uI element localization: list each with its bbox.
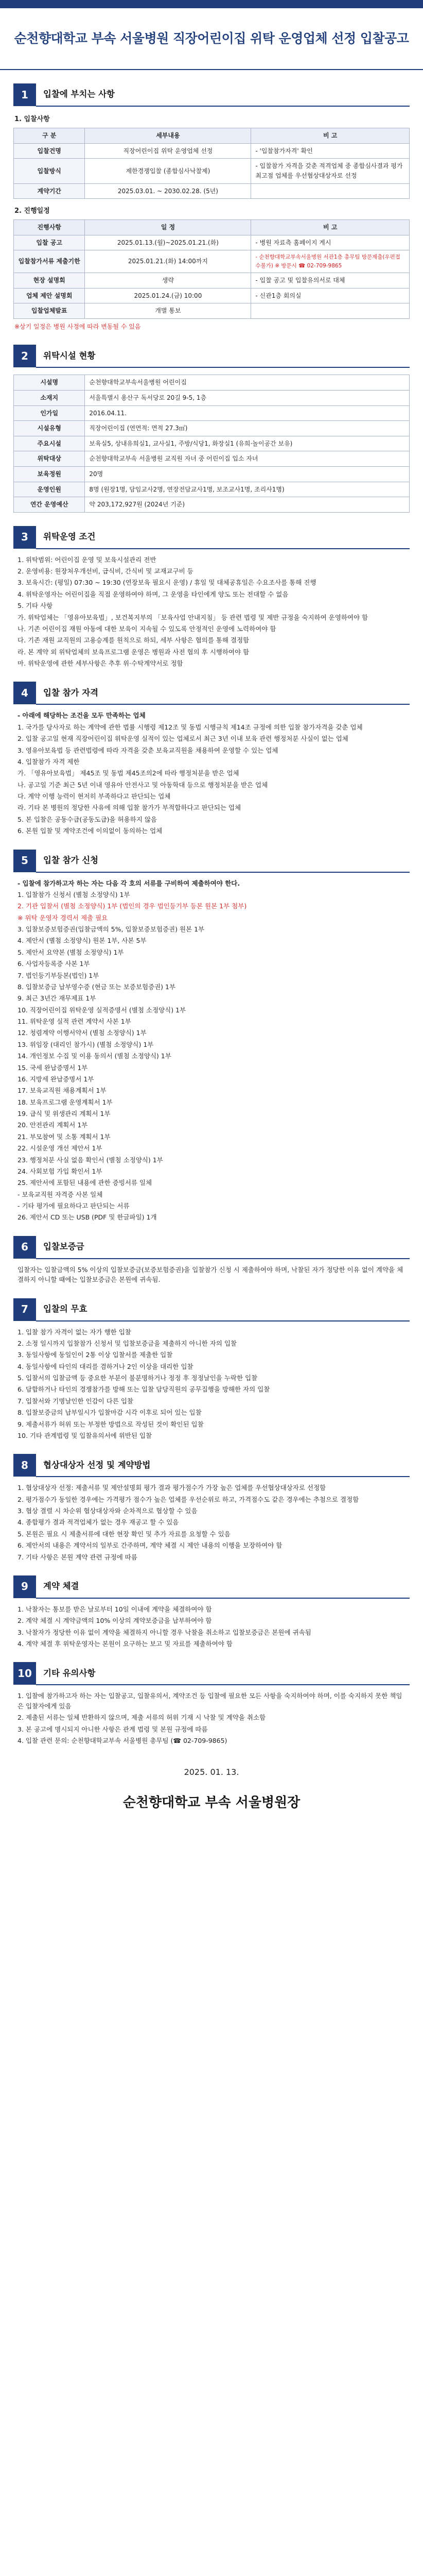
list-item: 3. 보육시간: (평일) 07:30 ~ 19:30 (연장보육 필요시 운영) / 휴일 및 대체공휴일은 수요조사를 통해 진행: [17, 579, 316, 587]
table-cell: - 입찰참가 자격을 갖춘 적격업체 중 종합심사결과 평가 최고점 업체를 우선협상대상자로 선정: [251, 159, 410, 183]
list-item: 20. 안전관리 계획서 1부: [17, 1121, 88, 1129]
table-cell: 입찰건명: [14, 143, 85, 159]
list-item: 4. 종합평가 결과 적격업체가 없는 경우 재공고 할 수 있음: [17, 1518, 179, 1527]
list-item: 나. 공고일 기준 최근 5년 이내 영유아 안전사고 및 아동학대 등으로 행정처분을 받은 업체: [17, 781, 268, 789]
table-cell: 현장 설명회: [14, 273, 85, 288]
table-row: [14, 159, 410, 183]
section-title: 입찰 참가 신청: [36, 849, 410, 873]
list-item: 3. 입찰보증보험증권(입찰금액의 5%, 입찰보증보험증권) 원본 1부: [17, 925, 205, 934]
list-item: 7. 기타 사항은 본원 계약 관련 규정에 따름: [17, 1553, 137, 1561]
list-item: 1. 낙찰자는 통보를 받은 날로부터 10일 이내에 계약을 체결하여야 함: [17, 1605, 212, 1613]
section-number: 6: [13, 1236, 36, 1259]
list-item: 18. 보육프로그램 운영계획서 1부: [17, 1098, 113, 1106]
section-10-header: [13, 1661, 410, 1686]
list-item: 1. 입찰참가 신청서 (별첨 소정양식) 1부: [17, 890, 130, 899]
list-item: 5. 본 입찰은 공동수급(공동도급)을 허용하지 않음: [17, 815, 157, 823]
list-item: 3. 낙찰자가 정당한 이유 없이 계약을 체결하지 아니할 경우 낙찰을 취소하고 입찰보증금은 본원에 귀속됨: [17, 1628, 311, 1636]
schedule-note: ※상기 일정은 병원 사정에 따라 변동될 수 있음: [14, 323, 141, 330]
table-cell: - 병원 자료측 홈페이지 게시: [251, 235, 410, 250]
list-item: 가. 「영유아보육법」 제45조 및 동법 제45조의2에 따라 행정처분을 받은 업체: [17, 769, 239, 777]
list-item: 5. 기타 사항: [17, 602, 53, 610]
section-4: [0, 681, 423, 836]
list-item: 1. 입찰에 참가하고자 하는 자는 입찰공고, 입찰유의서, 계약조건 등 입찰에 필요한 모든 사항을 숙지하여야 하며, 이를 숙지하지 못한 책임은 입찰자에게 있음: [17, 1692, 402, 1710]
table-row: [14, 482, 410, 497]
section-number: 4: [13, 682, 36, 704]
list-item: 2. 평가점수가 동일한 경우에는 가격평가 점수가 높은 업체를 우선순위로 하고, 가격점수도 같은 경우에는 추첨으로 결정함: [17, 1495, 359, 1503]
table-row: [14, 273, 410, 288]
table-row: [14, 143, 410, 159]
list-item: 2. 제출된 서류는 일체 반환하지 않으며, 제출 서류의 허위 기재 시 낙찰 및 계약을 취소함: [17, 1714, 266, 1722]
section-9-header: [13, 1574, 410, 1599]
table-cell: 입찰참가서류 제출기한: [14, 250, 85, 273]
section-7-header: [13, 1297, 410, 1322]
list-item: 17. 보육교직원 채용계획서 1부: [17, 1087, 107, 1095]
table-cell: 8명 (원장1명, 담임교사2명, 연장전담교사1명, 보조교사1명, 조리사1명): [85, 482, 410, 497]
list-item: 다. 기존 재원 교직원의 고용승계를 원칙으로 하되, 세부 사항은 협의를 통해 결정함: [17, 636, 250, 645]
list-item: - 기타 평가에 필요하다고 판단되는 서류: [17, 1202, 130, 1210]
table-row: [14, 250, 410, 273]
list-item: 16. 지방세 완납증명서 1부: [17, 1075, 94, 1083]
table-cell: 2025.01.21.(화) 14:00까지: [85, 250, 251, 273]
list-item: 3. 동일사항에 동일인이 2통 이상 입찰서를 제출한 입찰: [17, 1351, 173, 1359]
deposit-text: [13, 1265, 410, 1285]
list-item: 7. 법인등기부등본(법인) 1부: [17, 971, 99, 979]
paragraph: 입찰자는 입찰금액의 5% 이상의 입찰보증금(보증보험증권)을 입찰참가 신청 시 제출하여야 하며, 낙찰된 자가 정당한 이유 없이 계약을 체결하지 아니할 때에는 입찰보증금은 본원에 귀속됨.: [17, 1265, 403, 1284]
list-item: 마. 위탁운영에 관한 세부사항은 추후 위·수탁계약서로 정함: [17, 659, 183, 668]
table-row: [14, 497, 410, 513]
section-8-header: [13, 1453, 410, 1478]
list-item: 6. 담합하거나 타인의 경쟁참가를 방해 또는 입찰 담당직원의 공무집행을 방해한 자의 입찰: [17, 1385, 270, 1394]
table-cell: 시설명: [14, 375, 85, 391]
table-cell: - '입찰참가자격' 확인: [251, 143, 410, 159]
list-item: 2. 기관 입찰서 (별첨 소정양식) 1부 (법인의 경우 법인등기부 등본 원본 1부 첨부): [17, 902, 247, 910]
invalid-bid-list: [13, 1327, 410, 1441]
section-number: 2: [13, 345, 36, 367]
section-number: 9: [13, 1575, 36, 1598]
list-item: 11. 위탁운영 실적 관련 계약서 사본 1부: [17, 1018, 131, 1026]
schedule-table: [13, 219, 410, 319]
section-title: 위탁운영 조건: [36, 526, 410, 549]
list-item: 1. 위탁범위: 어린이집 운영 및 보육시설관리 전반: [17, 555, 156, 564]
section-title: 입찰의 무효: [36, 1298, 410, 1321]
issuer-name: 순천향대학교 부속 서울병원장: [122, 1795, 301, 1811]
table-header: 비 고: [251, 220, 410, 235]
table-header: 진행사항: [14, 220, 85, 235]
section-title: 기타 유의사항: [36, 1662, 410, 1685]
list-item: 5. 입찰서의 입찰금액 등 중요한 부분이 불분명하거나 정정 후 정정날인을 누락한 입찰: [17, 1374, 258, 1382]
list-item: 2. 입찰 공고일 현재 직장어린이집 위탁운영 실적이 있는 업체로서 최근 3년 이내 보육 관련 행정처분 사실이 없는 업체: [17, 735, 348, 743]
list-item: 13. 위임장 (대리인 참가시) (별첨 소정양식) 1부: [17, 1040, 154, 1048]
section-number: 10: [13, 1662, 36, 1685]
section-3: [0, 525, 423, 669]
table-cell: 계약기간: [14, 183, 85, 199]
table-cell: 2025.01.24.(금) 10:00: [85, 288, 251, 303]
table-cell: 제한경쟁입찰 (종합심사낙찰제): [85, 159, 251, 183]
table-row: [14, 303, 410, 319]
section-3-header: [13, 525, 410, 550]
facility-table: [13, 375, 410, 512]
list-item: 4. 동일사항에 타인의 대리를 겸하거나 2인 이상을 대리한 입찰: [17, 1362, 193, 1370]
list-heading: - 아래에 해당하는 조건을 모두 만족하는 업체: [17, 711, 146, 720]
table-cell: 연간 운영예산: [14, 497, 85, 513]
list-item: 6. 본원 입찰 및 계약조건에 이의없이 동의하는 업체: [17, 827, 163, 835]
section-title: 입찰보증금: [36, 1235, 410, 1259]
table-cell: 인가일: [14, 405, 85, 421]
section-number: 7: [13, 1298, 36, 1321]
section-number: 3: [13, 526, 36, 549]
section-4-header: [13, 681, 410, 705]
table-cell: [251, 183, 410, 199]
table-cell: 서울특별시 용산구 독서당로 20길 9-5, 1층: [85, 390, 410, 405]
section-1-header: [13, 82, 410, 107]
table-cell: 2025.01.13.(월)~2025.01.21.(화): [85, 235, 251, 250]
list-item: 24. 사회보험 가입 확인서 1부: [17, 1167, 102, 1175]
notice-date: 2025. 01. 13.: [184, 1767, 239, 1777]
list-item: 9. 제출서류가 허위 또는 부정한 방법으로 작성된 것이 확인된 입찰: [17, 1420, 204, 1428]
top-bar: [0, 0, 423, 8]
table-row: [14, 436, 410, 451]
section-8: [0, 1453, 423, 1562]
subsection-title: 1. 입찰사항: [14, 115, 50, 123]
section-1: [0, 82, 423, 331]
table-cell: [251, 303, 410, 319]
table-row: [14, 235, 410, 250]
list-item: 6. 제안서의 내용은 계약서의 일부로 간주하며, 계약 체결 시 제안 내용의 이행을 보장하여야 함: [17, 1541, 283, 1550]
notes-list: [13, 1691, 410, 1745]
list-item: 23. 행정처분 사실 없음 확인서 (별첨 소정양식) 1부: [17, 1156, 163, 1164]
section-2: [0, 344, 423, 512]
list-item: 나. 기존 어린이집 재원 아동에 대한 보육이 지속될 수 있도록 안정적인 운영에 노력하여야 함: [17, 624, 276, 633]
section-6: [0, 1235, 423, 1285]
table-cell: 2025.03.01. ~ 2030.02.28. (5년): [85, 183, 251, 199]
section-title: 계약 체결: [36, 1575, 410, 1599]
table-cell: 개별 통보: [85, 303, 251, 319]
table-cell: 주요시설: [14, 436, 85, 451]
section-number: 1: [13, 83, 36, 106]
list-item: 6. 사업자등록증 사본 1부: [17, 960, 90, 968]
table-cell: 직장어린이집 위탁 운영업체 선정: [85, 143, 251, 159]
list-item: 1. 입찰 참가 자격이 없는 자가 행한 입찰: [17, 1328, 131, 1336]
list-item: 1. 협상대상자 선정: 제출서류 및 제안설명회 평가 결과 평가점수가 가장 높은 업체를 우선협상대상자로 선정함: [17, 1484, 326, 1492]
bid-info-table: [13, 128, 410, 199]
list-item: 8. 입찰보증금 납부영수증 (현금 또는 보증보험증권) 1부: [17, 982, 176, 991]
section-number: 8: [13, 1454, 36, 1477]
list-item: 4. 입찰참가 자격 제한: [17, 757, 80, 766]
title-area: [0, 8, 423, 70]
table-cell: 소재지: [14, 390, 85, 405]
list-item: - 보육교직원 자격증 사본 일체: [17, 1190, 103, 1198]
table-cell: 약 203,172,927원 (2024년 기준): [85, 497, 410, 513]
section-title: 위탁시설 현황: [36, 344, 410, 368]
table-cell: 위탁대상: [14, 451, 85, 467]
section-6-header: [13, 1235, 410, 1260]
table-cell: 순천향대학교부속서울병원 어린이집: [85, 375, 410, 391]
table-header: 구 분: [14, 128, 85, 144]
section-10: [0, 1661, 423, 1745]
section-7: [0, 1297, 423, 1441]
table-row: [14, 390, 410, 405]
list-item: 10. 기타 관계법령 및 입찰유의서에 위반된 입찰: [17, 1431, 152, 1439]
table-row: [14, 183, 410, 199]
list-item: 2. 계약 체결 시 계약금액의 10% 이상의 계약보증금을 납부하여야 함: [17, 1617, 212, 1625]
eligibility-list: [13, 710, 410, 836]
list-item: 3. 본 공고에 명시되지 아니한 사항은 관계 법령 및 본원 규정에 따름: [17, 1725, 208, 1733]
list-heading: - 입찰에 참가하고자 하는 자는 다음 각 호의 서류를 구비하여 제출하여야 한다.: [17, 879, 240, 887]
list-item: 가. 위탁업체는 「영유아보육법」, 보건복지부의 「보육사업 안내지침」 등 관련 법령 및 제반 규정을 숙지하여 운영하여야 함: [17, 613, 368, 621]
contract-list: [13, 1604, 410, 1649]
section-title: 입찰 참가 자격: [36, 681, 410, 705]
application-docs-list: [13, 878, 410, 1223]
list-item: 12. 청렴계약 이행서약서 (별첨 소정양식) 1부: [17, 1029, 147, 1037]
list-item: 라. 기타 본 병원의 정당한 사유에 의해 입찰 참가가 부적합하다고 판단되는 업체: [17, 804, 241, 812]
table-cell: 직장어린이집 (연면적: 면적 27.3㎡): [85, 421, 410, 436]
list-item: 8. 입찰보증금의 납부일시가 입찰마감 시각 이후로 되어 있는 입찰: [17, 1409, 202, 1417]
list-item: 라. 본 계약 외 위탁업체의 보육프로그램 운영은 병원과 사전 협의 후 시행하여야 함: [17, 648, 250, 656]
table-cell: 시설유형: [14, 421, 85, 436]
table-row: [14, 466, 410, 482]
list-item: 2. 운영비용: 원장처우개선비, 급식비, 간식비 및 교재교구비 등: [17, 567, 193, 575]
table-header: 세부내용: [85, 128, 251, 144]
list-item: 10. 직장어린이집 위탁운영 실적증명서 (별첨 소정양식) 1부: [17, 1006, 186, 1014]
page-title: 순천향대학교 부속 서울병원 직장어린이집 위탁 운영업체 선정 입찰공고: [14, 30, 409, 46]
table-cell: 업체 제안 설명회: [14, 288, 85, 303]
list-item: 19. 급식 및 위생관리 계획서 1부: [17, 1110, 111, 1118]
section-number: 5: [13, 850, 36, 872]
table-cell: 순천향대학교부속 서울병원 교직원 자녀 중 어린이집 입소 자녀: [85, 451, 410, 467]
list-item: 25. 제안서에 포함된 내용에 관한 증빙서류 일체: [17, 1179, 152, 1187]
list-item: 1. 국가를 당사자로 하는 계약에 관한 법률 시행령 제12조 및 동법 시행규칙 제14조 규정에 의한 입찰 참가자격을 갖춘 업체: [17, 723, 363, 731]
table-row: [14, 375, 410, 391]
selection-list: [13, 1483, 410, 1562]
list-item: 26. 제안서 CD 또는 USB (PDF 및 한글파일) 1개: [17, 1213, 157, 1222]
list-item: 4. 제안서 (별첨 소정양식) 원본 1부, 사본 5부: [17, 937, 147, 945]
table-row: [14, 405, 410, 421]
subsection-title: 2. 진행일정: [14, 207, 50, 215]
operation-conditions-list: [13, 555, 410, 669]
list-item: 14. 개인정보 수집 및 이용 동의서 (별첨 소정양식) 1부: [17, 1052, 171, 1060]
table-cell: - 입찰 공고 및 입찰유의서로 대체: [251, 273, 410, 288]
list-item: 15. 국세 완납증명서 1부: [17, 1063, 88, 1072]
table-row: [14, 451, 410, 467]
section-title: 협상대상자 선정 및 계약방법: [36, 1453, 410, 1477]
list-item: 2. 소정 일시까지 입찰참가 신청서 및 입찰보증금을 제출하지 아니한 자의 입찰: [17, 1339, 237, 1347]
table-header: 비 고: [251, 128, 410, 144]
table-cell: 생략: [85, 273, 251, 288]
list-item: 다. 계약 이행 능력이 현저히 부족하다고 판단되는 업체: [17, 792, 171, 801]
list-item: 3. 영유아보육법 등 관련법령에 따라 자격을 갖춘 보육교직원을 채용하여 운영할 수 있는 업체: [17, 746, 278, 754]
table-row: [14, 288, 410, 303]
list-item: 4. 입찰 관련 문의: 순천향대학교부속 서울병원 총무팀 (☎ 02-709-9865): [17, 1736, 227, 1744]
table-cell: 입찰방식: [14, 159, 85, 183]
section-5-header: [13, 849, 410, 873]
list-item: 21. 부모참여 및 소통 계획서 1부: [17, 1132, 111, 1141]
table-cell: 입찰 공고: [14, 235, 85, 250]
section-5: [0, 849, 423, 1223]
table-cell: 보육정원: [14, 466, 85, 482]
table-cell: - 신관1층 회의실: [251, 288, 410, 303]
list-item: ※ 위탁 운영자 경력서 제출 필요: [17, 913, 108, 922]
list-item: 3. 협상 결렬 시 차순위 협상대상자와 순차적으로 협상할 수 있음: [17, 1507, 198, 1515]
table-cell: 2016.04.11.: [85, 405, 410, 421]
table-row: [14, 421, 410, 436]
list-item: 5. 본원은 필요 시 제출서류에 대한 현장 확인 및 추가 자료를 요청할 수 있음: [17, 1530, 231, 1538]
table-header: 일 정: [85, 220, 251, 235]
list-item: 4. 계약 체결 후 위탁운영자는 본원이 요구하는 보고 및 자료를 제출하여야 함: [17, 1640, 233, 1648]
section-title: 입찰에 부치는 사항: [36, 83, 410, 107]
table-cell: - 순천향대학교부속서울병원 서관1층 총무팀 방문제출(우편접수불가) ※ 방문시 ☎ 02-709-9865: [251, 250, 410, 273]
list-item: 22. 시설운영 개선 제안서 1부: [17, 1144, 102, 1153]
list-item: 7. 입찰서와 기명날인한 인감이 다른 입찰: [17, 1397, 133, 1405]
list-item: 5. 제안서 요약본 (별첨 소정양식) 1부: [17, 948, 124, 956]
table-cell: 20명: [85, 466, 410, 482]
list-item: 4. 위탁운영자는 어린이집을 직접 운영하여야 하며, 그 운영을 타인에게 양도 또는 전대할 수 없음: [17, 590, 289, 598]
table-cell: 운영인원: [14, 482, 85, 497]
table-cell: 입찰업체발표: [14, 303, 85, 319]
list-item: 9. 최근 3년간 재무제표 1부: [17, 994, 96, 1003]
section-9: [0, 1574, 423, 1649]
section-2-header: [13, 344, 410, 368]
table-cell: 보육실5, 상내유희실1, 교사실1, 주방/식당1, 화장실1 (유희·놀이공간 보유): [85, 436, 410, 451]
